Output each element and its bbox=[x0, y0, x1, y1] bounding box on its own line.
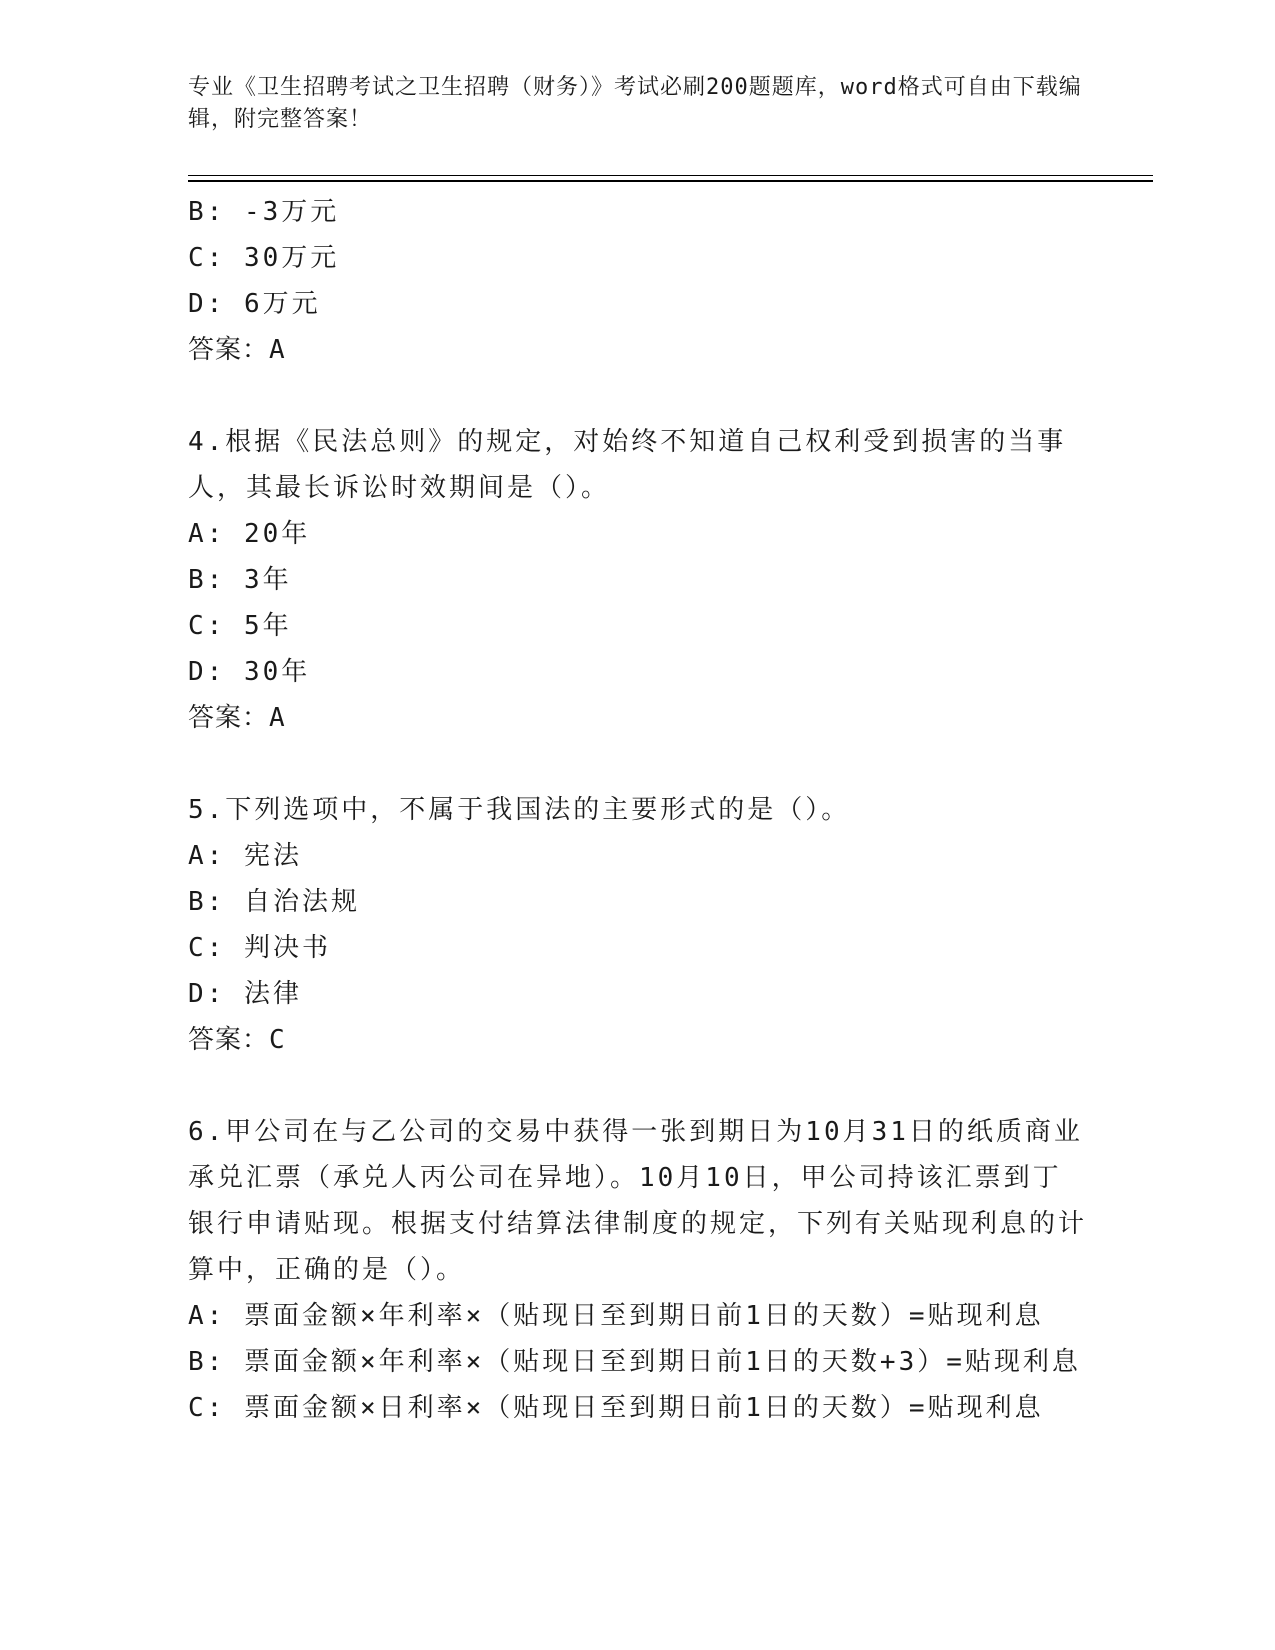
question-4 bbox=[188, 419, 1088, 741]
option-c: C: 票面金额×日利率×（贴现日至到期日前1日的天数）=贴现利息 bbox=[188, 1393, 1044, 1423]
question-stem: 5.下列选项中，不属于我国法的主要形式的是（）。 bbox=[188, 795, 851, 825]
answer-label: 答案： bbox=[188, 1025, 270, 1055]
header-rule-thin bbox=[188, 175, 1153, 176]
option-b: B: 3年 bbox=[188, 565, 292, 595]
question-stem: 4.根据《民法总则》的规定，对始终不知道自己权利受到损害的当事人，其最长诉讼时效期间是（）。 bbox=[188, 427, 1067, 503]
answer-value: A bbox=[269, 335, 288, 365]
question-5 bbox=[188, 787, 1088, 1063]
spacer bbox=[188, 1063, 1088, 1109]
option-d: D: 6万元 bbox=[188, 289, 321, 319]
spacer bbox=[188, 373, 1088, 419]
answer-value: A bbox=[269, 703, 288, 733]
answer-value: C bbox=[269, 1025, 288, 1055]
answer-line bbox=[188, 327, 1088, 373]
document-header: 专业《卫生招聘考试之卫生招聘（财务）》考试必刷200题题库，word格式可自由下载编辑，附完整答案！ bbox=[188, 75, 1082, 132]
option-b: B: 自治法规 bbox=[188, 887, 360, 917]
option-d: D: 30年 bbox=[188, 657, 311, 687]
header-rule-thick bbox=[188, 180, 1153, 182]
answer-label: 答案： bbox=[188, 703, 270, 733]
option-b: B: -3万元 bbox=[188, 197, 340, 227]
option-a: A: 宪法 bbox=[188, 841, 302, 871]
question-6 bbox=[188, 1109, 1088, 1431]
answer-line bbox=[188, 695, 1088, 741]
option-b: B: 票面金额×年利率×（贴现日至到期日前1日的天数+3）=贴现利息 bbox=[188, 1347, 1081, 1377]
answer-label: 答案： bbox=[188, 335, 270, 365]
option-c: C: 5年 bbox=[188, 611, 292, 641]
option-c: C: 30万元 bbox=[188, 243, 340, 273]
question-3-continued bbox=[188, 189, 1088, 373]
document-body bbox=[188, 189, 1088, 1431]
option-c: C: 判决书 bbox=[188, 933, 331, 963]
answer-line bbox=[188, 1017, 1088, 1063]
option-a: A: 20年 bbox=[188, 519, 311, 549]
spacer bbox=[188, 741, 1088, 787]
question-stem: 6.甲公司在与乙公司的交易中获得一张到期日为10月31日的纸质商业承兑汇票（承兑人丙公司在异地）。10月10日，甲公司持该汇票到丁银行申请贴现。根据支付结算法律制度的规定，下列有关贴现利息的计算中，正确的是（）。 bbox=[188, 1117, 1088, 1285]
option-a: A: 票面金额×年利率×（贴现日至到期日前1日的天数）=贴现利息 bbox=[188, 1301, 1044, 1331]
option-d: D: 法律 bbox=[188, 979, 302, 1009]
